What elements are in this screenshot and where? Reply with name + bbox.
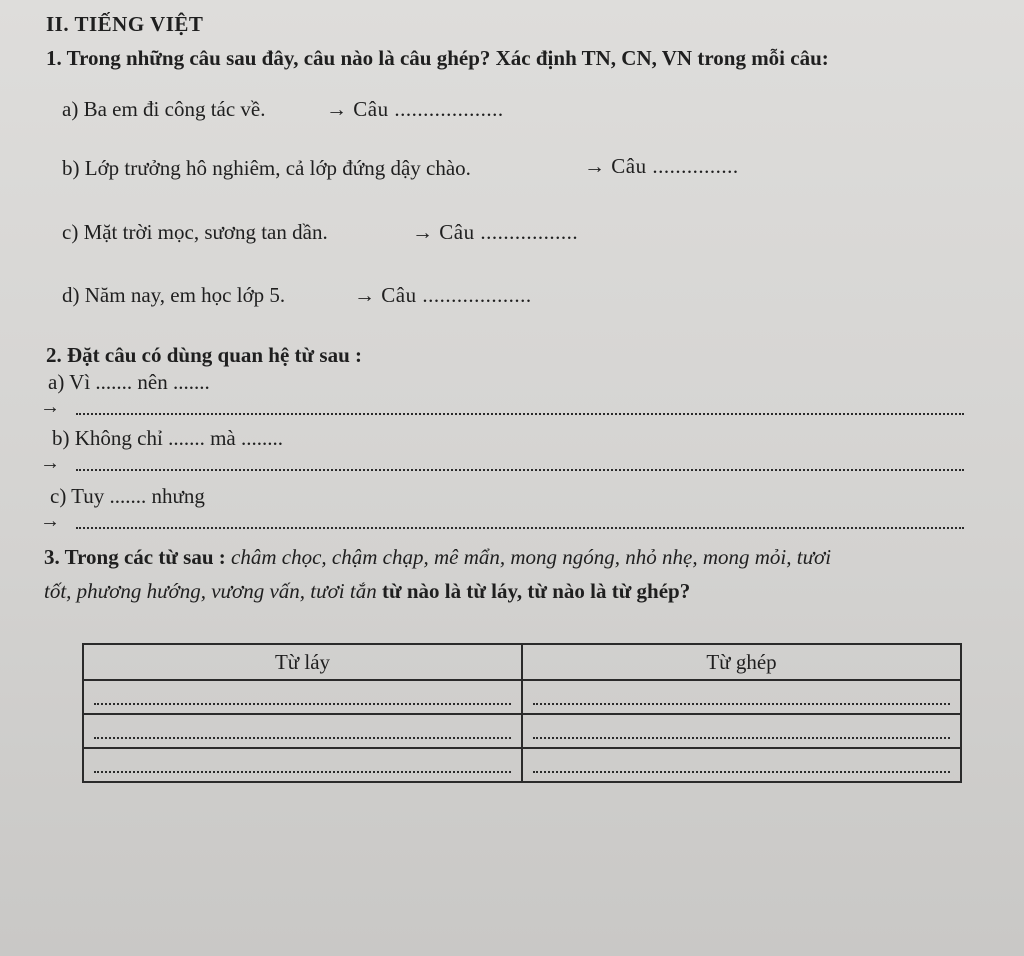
- q2-item-a: a) Vì ....... nên .......: [48, 370, 210, 394]
- tu-lay-cell[interactable]: [83, 714, 522, 748]
- q1-answer-d: → Câu ...................: [354, 283, 532, 307]
- q1-item-b: b) Lớp trưởng hô nghiêm, cả lớp đứng dậy chào.: [62, 156, 471, 180]
- table-row: [83, 748, 961, 782]
- question-3-line-1: [44, 545, 831, 570]
- arrow-icon: →: [40, 452, 60, 474]
- q1-item-c: c) Mặt trời mọc, sương tan dần.: [62, 220, 328, 244]
- word-classification-table: [82, 643, 962, 783]
- question-2-prompt: 2. Đặt câu có dùng quan hệ từ sau :: [46, 343, 362, 367]
- q2-item-b: b) Không chỉ ....... mà ........: [52, 426, 283, 450]
- tu-ghep-cell[interactable]: [522, 748, 961, 782]
- q2-answer-line-b: [40, 452, 964, 476]
- q1-answer-b: → Câu ...............: [584, 154, 739, 178]
- question-3-prompt-end: từ nào là từ láy, từ nào là từ ghép?: [381, 579, 691, 603]
- table-header-row: [83, 644, 961, 680]
- q2-item-c: c) Tuy ....... nhưng: [50, 484, 205, 508]
- arrow-icon: →: [40, 396, 60, 418]
- table-row: [83, 714, 961, 748]
- header-tu-ghep: Từ ghép: [522, 644, 961, 680]
- tu-ghep-cell[interactable]: [522, 714, 961, 748]
- section-title: II. TIẾNG VIỆT: [46, 12, 204, 36]
- q2-answer-line-c: [40, 510, 964, 534]
- question-3-words-line2: tốt, phương hướng, vương vấn, tươi tắn: [44, 579, 377, 603]
- question-3-prompt-start: 3. Trong các từ sau :: [44, 545, 226, 569]
- tu-lay-cell[interactable]: [83, 748, 522, 782]
- q1-item-d: d) Năm nay, em học lớp 5.: [62, 283, 286, 307]
- question-1-prompt: 1. Trong những câu sau đây, câu nào là câu ghép? Xác định TN, CN, VN trong mỗi câu:: [46, 46, 829, 70]
- tu-lay-cell[interactable]: [83, 680, 522, 714]
- question-3-words-line1: châm chọc, chậm chạp, mê mẩn, mong ngóng, nhỏ nhẹ, mong mỏi, tươi: [231, 545, 832, 569]
- q2-answer-line-a: [40, 396, 964, 420]
- table-row: [83, 680, 961, 714]
- arrow-icon: →: [40, 510, 60, 532]
- q1-item-a: a) Ba em đi công tác về.: [62, 97, 266, 121]
- q1-answer-c: → Câu .................: [412, 220, 579, 244]
- q1-answer-a: → Câu ...................: [326, 97, 504, 121]
- question-3-line-2: [44, 579, 690, 604]
- tu-ghep-cell[interactable]: [522, 680, 961, 714]
- header-tu-lay: Từ láy: [83, 644, 522, 680]
